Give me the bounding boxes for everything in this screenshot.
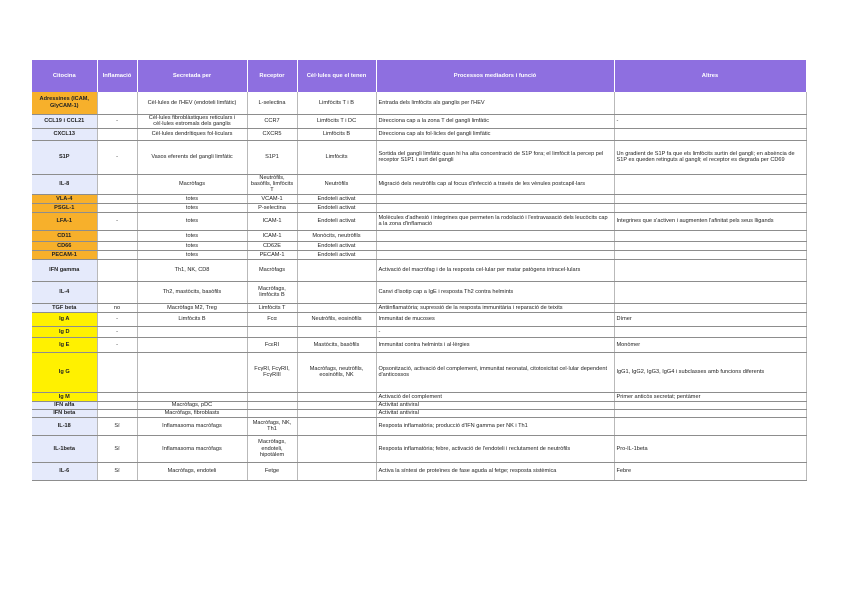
processes-cell[interactable] (376, 194, 614, 203)
other-cell[interactable]: Febre (614, 462, 806, 480)
processes-cell[interactable]: Activació del complement (376, 392, 614, 401)
table-row[interactable] (32, 409, 806, 417)
secreted-by-cell[interactable]: Inflamasoma macròfags (137, 435, 247, 462)
receptor-cell[interactable]: PECAM-1 (247, 250, 297, 259)
inflammation-cell[interactable]: Sí (97, 462, 137, 480)
cytokine-name-cell[interactable]: CD66 (32, 241, 97, 250)
cells-with-it-cell[interactable]: Limfòcits T i B (297, 92, 376, 114)
secreted-by-cell[interactable]: totes (137, 194, 247, 203)
secreted-by-cell[interactable] (137, 337, 247, 352)
table-row[interactable] (32, 140, 806, 174)
table-row[interactable] (32, 462, 806, 480)
other-cell[interactable] (614, 203, 806, 212)
secreted-by-cell[interactable]: Th2, mastòcits, basòfils (137, 281, 247, 303)
processes-cell[interactable] (376, 241, 614, 250)
inflammation-cell[interactable] (97, 174, 137, 194)
other-cell[interactable] (614, 409, 806, 417)
other-cell[interactable] (614, 194, 806, 203)
other-cell[interactable]: - (614, 114, 806, 128)
receptor-cell[interactable]: CXCR5 (247, 128, 297, 140)
table-row[interactable] (32, 326, 806, 337)
col-header-citocina[interactable]: Citocina (32, 60, 97, 92)
inflammation-cell[interactable] (97, 352, 137, 392)
inflammation-cell[interactable] (97, 401, 137, 409)
secreted-by-cell[interactable]: Cèl·lules de l'HEV (endoteli limfàtic) (137, 92, 247, 114)
receptor-cell[interactable]: CCR7 (247, 114, 297, 128)
table-row[interactable] (32, 203, 806, 212)
receptor-cell[interactable]: CD62E (247, 241, 297, 250)
col-header-altres[interactable]: Altres (614, 60, 806, 92)
receptor-cell[interactable]: ICAM-1 (247, 212, 297, 230)
other-cell[interactable]: IgG1, IgG2, IgG3, IgG4 i subclasses amb funcions diferents (614, 352, 806, 392)
cells-with-it-cell[interactable]: Limfòcits (297, 140, 376, 174)
processes-cell[interactable]: Resposta inflamatòria; producció d'IFN gamma per NK i Th1 (376, 417, 614, 435)
receptor-cell[interactable]: Macròfags (247, 259, 297, 281)
col-header-cellules[interactable]: Cèl·lules que el tenen (297, 60, 376, 92)
cytokine-name-cell[interactable]: CCL19 i CCL21 (32, 114, 97, 128)
cytokine-name-cell[interactable]: Ig E (32, 337, 97, 352)
receptor-cell[interactable]: Fcα (247, 312, 297, 326)
cells-with-it-cell[interactable]: Endoteli activat (297, 203, 376, 212)
inflammation-cell[interactable] (97, 92, 137, 114)
other-cell[interactable] (614, 92, 806, 114)
cells-with-it-cell[interactable] (297, 392, 376, 401)
secreted-by-cell[interactable]: Cèl·lules dendrítiques fol·liculars (137, 128, 247, 140)
receptor-cell[interactable]: ICAM-1 (247, 230, 297, 241)
inflammation-cell[interactable] (97, 250, 137, 259)
receptor-cell[interactable] (247, 392, 297, 401)
inflammation-cell[interactable]: - (97, 140, 137, 174)
secreted-by-cell[interactable]: totes (137, 203, 247, 212)
receptor-cell[interactable]: Neutròfils, basòfils, limfòcits T (247, 174, 297, 194)
other-cell[interactable] (614, 401, 806, 409)
processes-cell[interactable]: Opsonització, activació del complement, immunitat neonatal, citotoxicitat cel·lular dependent d'anticossos (376, 352, 614, 392)
other-cell[interactable]: Monòmer (614, 337, 806, 352)
processes-cell[interactable] (376, 250, 614, 259)
receptor-cell[interactable]: P-selectina (247, 203, 297, 212)
table-row[interactable] (32, 230, 806, 241)
cytokine-name-cell[interactable]: IFN alfa (32, 401, 97, 409)
table-row[interactable] (32, 417, 806, 435)
cytokine-name-cell[interactable]: Ig D (32, 326, 97, 337)
secreted-by-cell[interactable]: totes (137, 241, 247, 250)
table-row[interactable] (32, 401, 806, 409)
secreted-by-cell[interactable]: Th1, NK, CD8 (137, 259, 247, 281)
inflammation-cell[interactable]: - (97, 337, 137, 352)
processes-cell[interactable]: Entrada dels limfòcits als ganglis per l'HEV (376, 92, 614, 114)
cells-with-it-cell[interactable]: Neutròfils (297, 174, 376, 194)
cytokine-name-cell[interactable]: IL-6 (32, 462, 97, 480)
secreted-by-cell[interactable]: Macròfags, fibroblasts (137, 409, 247, 417)
inflammation-cell[interactable] (97, 203, 137, 212)
secreted-by-cell[interactable]: Limfòcits B (137, 312, 247, 326)
cells-with-it-cell[interactable]: Macròfags, neutròfils, eosinòfils, NK (297, 352, 376, 392)
cells-with-it-cell[interactable]: Endoteli activat (297, 241, 376, 250)
inflammation-cell[interactable]: Sí (97, 435, 137, 462)
secreted-by-cell[interactable]: Macròfags, pDC (137, 401, 247, 409)
cells-with-it-cell[interactable] (297, 401, 376, 409)
receptor-cell[interactable] (247, 409, 297, 417)
processes-cell[interactable]: Activació del macròfag i de la resposta cel·lular per matar patògens intracel·lulars (376, 259, 614, 281)
receptor-cell[interactable]: Macròfags, NK, Th1 (247, 417, 297, 435)
processes-cell[interactable]: - (376, 326, 614, 337)
cells-with-it-cell[interactable] (297, 326, 376, 337)
processes-cell[interactable]: Antiinflamatòria; supressió de la resposta immunitària i reparació de teixits (376, 303, 614, 312)
other-cell[interactable] (614, 128, 806, 140)
col-header-secretada-per[interactable]: Secretada per (137, 60, 247, 92)
secreted-by-cell[interactable]: Vasos eferents del gangli limfàtic (137, 140, 247, 174)
receptor-cell[interactable] (247, 326, 297, 337)
col-header-inflamacio[interactable]: Inflamació (97, 60, 137, 92)
other-cell[interactable]: Pro-IL-1beta (614, 435, 806, 462)
table-row[interactable] (32, 250, 806, 259)
receptor-cell[interactable]: S1P1 (247, 140, 297, 174)
cytokine-name-cell[interactable]: LFA-1 (32, 212, 97, 230)
table-row[interactable] (32, 212, 806, 230)
processes-cell[interactable]: Activitat antiviral (376, 401, 614, 409)
receptor-cell[interactable]: L-selectina (247, 92, 297, 114)
cytokine-name-cell[interactable]: CD11 (32, 230, 97, 241)
cells-with-it-cell[interactable] (297, 462, 376, 480)
secreted-by-cell[interactable]: totes (137, 212, 247, 230)
inflammation-cell[interactable]: Sí (97, 417, 137, 435)
receptor-cell[interactable]: Macròfags, endoteli, hipotàlem (247, 435, 297, 462)
inflammation-cell[interactable]: - (97, 312, 137, 326)
cells-with-it-cell[interactable]: Monòcits, neutròfils (297, 230, 376, 241)
processes-cell[interactable] (376, 230, 614, 241)
cytokine-name-cell[interactable]: VLA-4 (32, 194, 97, 203)
cytokine-name-cell[interactable]: IL-8 (32, 174, 97, 194)
cytokine-table (32, 60, 807, 481)
receptor-cell[interactable]: Macròfags, limfòcits B (247, 281, 297, 303)
table-row[interactable] (32, 92, 806, 114)
other-cell[interactable] (614, 174, 806, 194)
col-header-processos[interactable]: Processos mediadors i funció (376, 60, 614, 92)
receptor-cell[interactable]: FcγRI, FcγRII, FcγRIII (247, 352, 297, 392)
inflammation-cell[interactable]: - (97, 114, 137, 128)
processes-cell[interactable]: Direcciona cap als fol·licles del gangli limfàtic (376, 128, 614, 140)
processes-cell[interactable]: Immunitat de mucoses (376, 312, 614, 326)
receptor-cell[interactable]: Limfòcits T (247, 303, 297, 312)
table-row[interactable] (32, 259, 806, 281)
other-cell[interactable] (614, 241, 806, 250)
cytokine-name-cell[interactable]: CXCL13 (32, 128, 97, 140)
other-cell[interactable] (614, 250, 806, 259)
inflammation-cell[interactable] (97, 259, 137, 281)
cytokine-name-cell[interactable]: Ig A (32, 312, 97, 326)
cytokine-name-cell[interactable]: IFN gamma (32, 259, 97, 281)
other-cell[interactable] (614, 281, 806, 303)
cytokine-name-cell[interactable]: S1P (32, 140, 97, 174)
table-row[interactable] (32, 128, 806, 140)
cells-with-it-cell[interactable] (297, 409, 376, 417)
table-row[interactable] (32, 194, 806, 203)
secreted-by-cell[interactable] (137, 392, 247, 401)
inflammation-cell[interactable] (97, 241, 137, 250)
secreted-by-cell[interactable] (137, 326, 247, 337)
table-row[interactable] (32, 352, 806, 392)
table-row[interactable] (32, 114, 806, 128)
cells-with-it-cell[interactable] (297, 303, 376, 312)
cells-with-it-cell[interactable] (297, 435, 376, 462)
cells-with-it-cell[interactable] (297, 281, 376, 303)
cells-with-it-cell[interactable]: Neutròfils, eosinòfils (297, 312, 376, 326)
cells-with-it-cell[interactable]: Limfòcits T i DC (297, 114, 376, 128)
receptor-cell[interactable]: VCAM-1 (247, 194, 297, 203)
inflammation-cell[interactable]: no (97, 303, 137, 312)
cytokine-name-cell[interactable]: PECAM-1 (32, 250, 97, 259)
secreted-by-cell[interactable]: totes (137, 230, 247, 241)
other-cell[interactable] (614, 230, 806, 241)
processes-cell[interactable]: Molècules d'adhesió i integrines que permeten la rodolació i l'extravasació dels leucòcits cap a la zona d'inflamació (376, 212, 614, 230)
secreted-by-cell[interactable]: Macròfags M2, Treg (137, 303, 247, 312)
cytokine-name-cell[interactable]: Ig M (32, 392, 97, 401)
cells-with-it-cell[interactable]: Endoteli activat (297, 212, 376, 230)
receptor-cell[interactable]: FcεRI (247, 337, 297, 352)
receptor-cell[interactable] (247, 401, 297, 409)
processes-cell[interactable]: Migració dels neutròfils cap al focus d'infecció a través de les vènules postcapil·lars (376, 174, 614, 194)
col-header-receptor[interactable]: Receptor (247, 60, 297, 92)
secreted-by-cell[interactable]: totes (137, 250, 247, 259)
cytokine-name-cell[interactable]: IL-1beta (32, 435, 97, 462)
cytokine-name-cell[interactable]: IFN beta (32, 409, 97, 417)
table-row[interactable] (32, 303, 806, 312)
inflammation-cell[interactable] (97, 194, 137, 203)
other-cell[interactable]: Integrines que s'activen i augmenten l'afinitat pels seus lligands (614, 212, 806, 230)
processes-cell[interactable]: Canvi d'isotip cap a IgE i resposta Th2 contra helmints (376, 281, 614, 303)
other-cell[interactable] (614, 326, 806, 337)
table-row[interactable] (32, 174, 806, 194)
processes-cell[interactable]: Resposta inflamatòria; febre, activació de l'endoteli i reclutament de neutròfils (376, 435, 614, 462)
cytokine-name-cell[interactable]: Adressines (ICAM, GlyCAM-1) (32, 92, 97, 114)
processes-cell[interactable]: Sortida del gangli limfàtic quan hi ha alta concentració de S1P fora; el limfòcit la percep pel receptor S1P1 i surt del gangli (376, 140, 614, 174)
cells-with-it-cell[interactable] (297, 259, 376, 281)
other-cell[interactable]: Primer anticòs secretat; pentàmer (614, 392, 806, 401)
secreted-by-cell[interactable]: Macròfags, endoteli (137, 462, 247, 480)
inflammation-cell[interactable] (97, 409, 137, 417)
inflammation-cell[interactable] (97, 128, 137, 140)
table-row[interactable] (32, 241, 806, 250)
cytokine-name-cell[interactable]: IL-18 (32, 417, 97, 435)
cells-with-it-cell[interactable] (297, 417, 376, 435)
other-cell[interactable]: Un gradient de S1P fa que els limfòcits surtin del gangli; en absència de S1P es queden retinguts al gangli; el receptor es degrada per CD69 (614, 140, 806, 174)
cytokine-name-cell[interactable]: Ig G (32, 352, 97, 392)
secreted-by-cell[interactable]: Inflamasoma macròfags (137, 417, 247, 435)
other-cell[interactable] (614, 417, 806, 435)
other-cell[interactable]: Dímer (614, 312, 806, 326)
other-cell[interactable] (614, 259, 806, 281)
table-row[interactable] (32, 312, 806, 326)
inflammation-cell[interactable]: - (97, 212, 137, 230)
inflammation-cell[interactable] (97, 392, 137, 401)
secreted-by-cell[interactable] (137, 352, 247, 392)
inflammation-cell[interactable] (97, 281, 137, 303)
cells-with-it-cell[interactable]: Endoteli activat (297, 194, 376, 203)
other-cell[interactable] (614, 303, 806, 312)
secreted-by-cell[interactable]: Cèl·lules fibroblàstiques reticulars i cèl·lules estromals dels ganglis (137, 114, 247, 128)
cytokine-name-cell[interactable]: PSGL-1 (32, 203, 97, 212)
inflammation-cell[interactable]: - (97, 326, 137, 337)
receptor-cell[interactable]: Fetge (247, 462, 297, 480)
processes-cell[interactable]: Immunitat contra helmints i al·lèrgies (376, 337, 614, 352)
cells-with-it-cell[interactable]: Limfòcits B (297, 128, 376, 140)
table-row[interactable] (32, 337, 806, 352)
cells-with-it-cell[interactable]: Mastòcits, basòfils (297, 337, 376, 352)
header-row (32, 60, 806, 92)
processes-cell[interactable]: Activa la síntesi de proteïnes de fase aguda al fetge; resposta sistèmica (376, 462, 614, 480)
secreted-by-cell[interactable]: Macròfags (137, 174, 247, 194)
processes-cell[interactable]: Activitat antiviral (376, 409, 614, 417)
processes-cell[interactable] (376, 203, 614, 212)
table-row[interactable] (32, 435, 806, 462)
cytokine-name-cell[interactable]: IL-4 (32, 281, 97, 303)
cytokine-name-cell[interactable]: TGF beta (32, 303, 97, 312)
table-row[interactable] (32, 281, 806, 303)
table-row[interactable] (32, 392, 806, 401)
inflammation-cell[interactable] (97, 230, 137, 241)
processes-cell[interactable]: Direcciona cap a la zona T del gangli limfàtic (376, 114, 614, 128)
cells-with-it-cell[interactable]: Endoteli activat (297, 250, 376, 259)
